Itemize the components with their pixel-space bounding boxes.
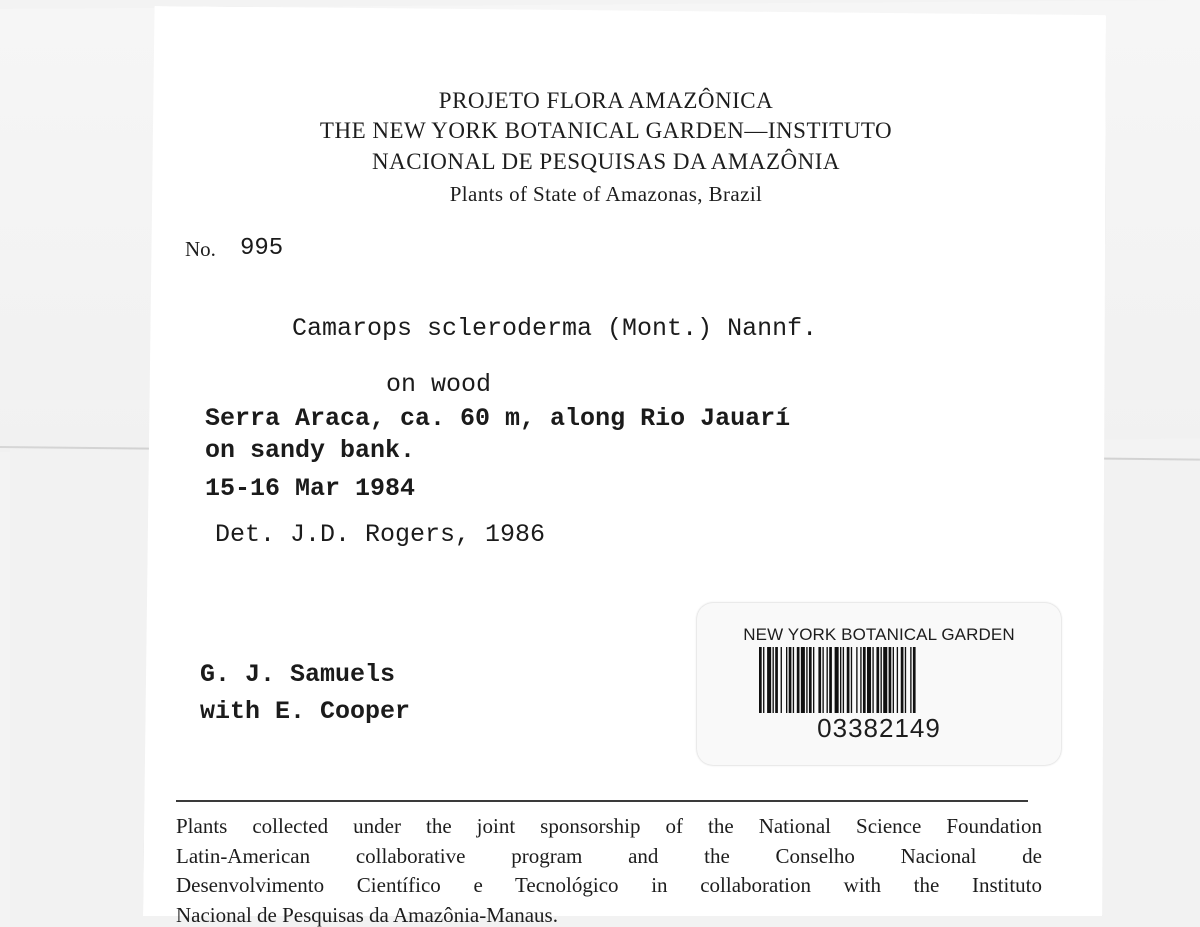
collector-line-2: with E. Cooper	[200, 697, 411, 726]
barcode-number: 03382149	[817, 713, 941, 743]
header-institution: THE NEW YORK BOTANICAL GARDEN—INSTITUTO	[319, 118, 893, 143]
footer-line-3: Desenvolvimento Científico e Tecnológico in collaboration with the Instituto	[176, 873, 1042, 897]
barcode-icon	[757, 647, 997, 713]
footer-divider	[176, 800, 1028, 802]
collection-date: 15-16 Mar 1984	[205, 474, 416, 503]
collector-line-1: G. J. Samuels	[200, 660, 396, 689]
footer-line-4: Nacional de Pesquisas da Amazônia-Manaus.	[176, 902, 558, 927]
footer-line-1: Plants collected under the joint sponsorship of the National Science Foundation	[176, 814, 1042, 838]
header-project: PROJETO FLORA AMAZÔNICA	[438, 88, 774, 113]
locality-line-1: Serra Araca, ca. 60 m, along Rio Jauarí	[205, 404, 791, 433]
header-region: Plants of State of Amazonas, Brazil	[449, 182, 763, 206]
barcode-sticker	[697, 603, 1061, 765]
specimen-number-label: No.	[185, 237, 216, 261]
specimen-number: 995	[240, 235, 284, 262]
header-institution-cont: NACIONAL DE PESQUISAS DA AMAZÔNIA	[372, 149, 840, 174]
barcode-institution: NEW YORK BOTANICAL GARDEN	[743, 625, 1015, 644]
footer-line-2: Latin-American collaborative program and the Conselho Nacional de	[176, 843, 1042, 868]
locality-line-2: on sandy bank.	[205, 436, 416, 465]
species-name: Camarops scleroderma (Mont.) Nannf.	[292, 314, 818, 343]
substrate: on wood	[386, 370, 492, 399]
determination: Det. J.D. Rogers, 1986	[215, 520, 546, 549]
footer-sponsorship	[176, 812, 1042, 927]
